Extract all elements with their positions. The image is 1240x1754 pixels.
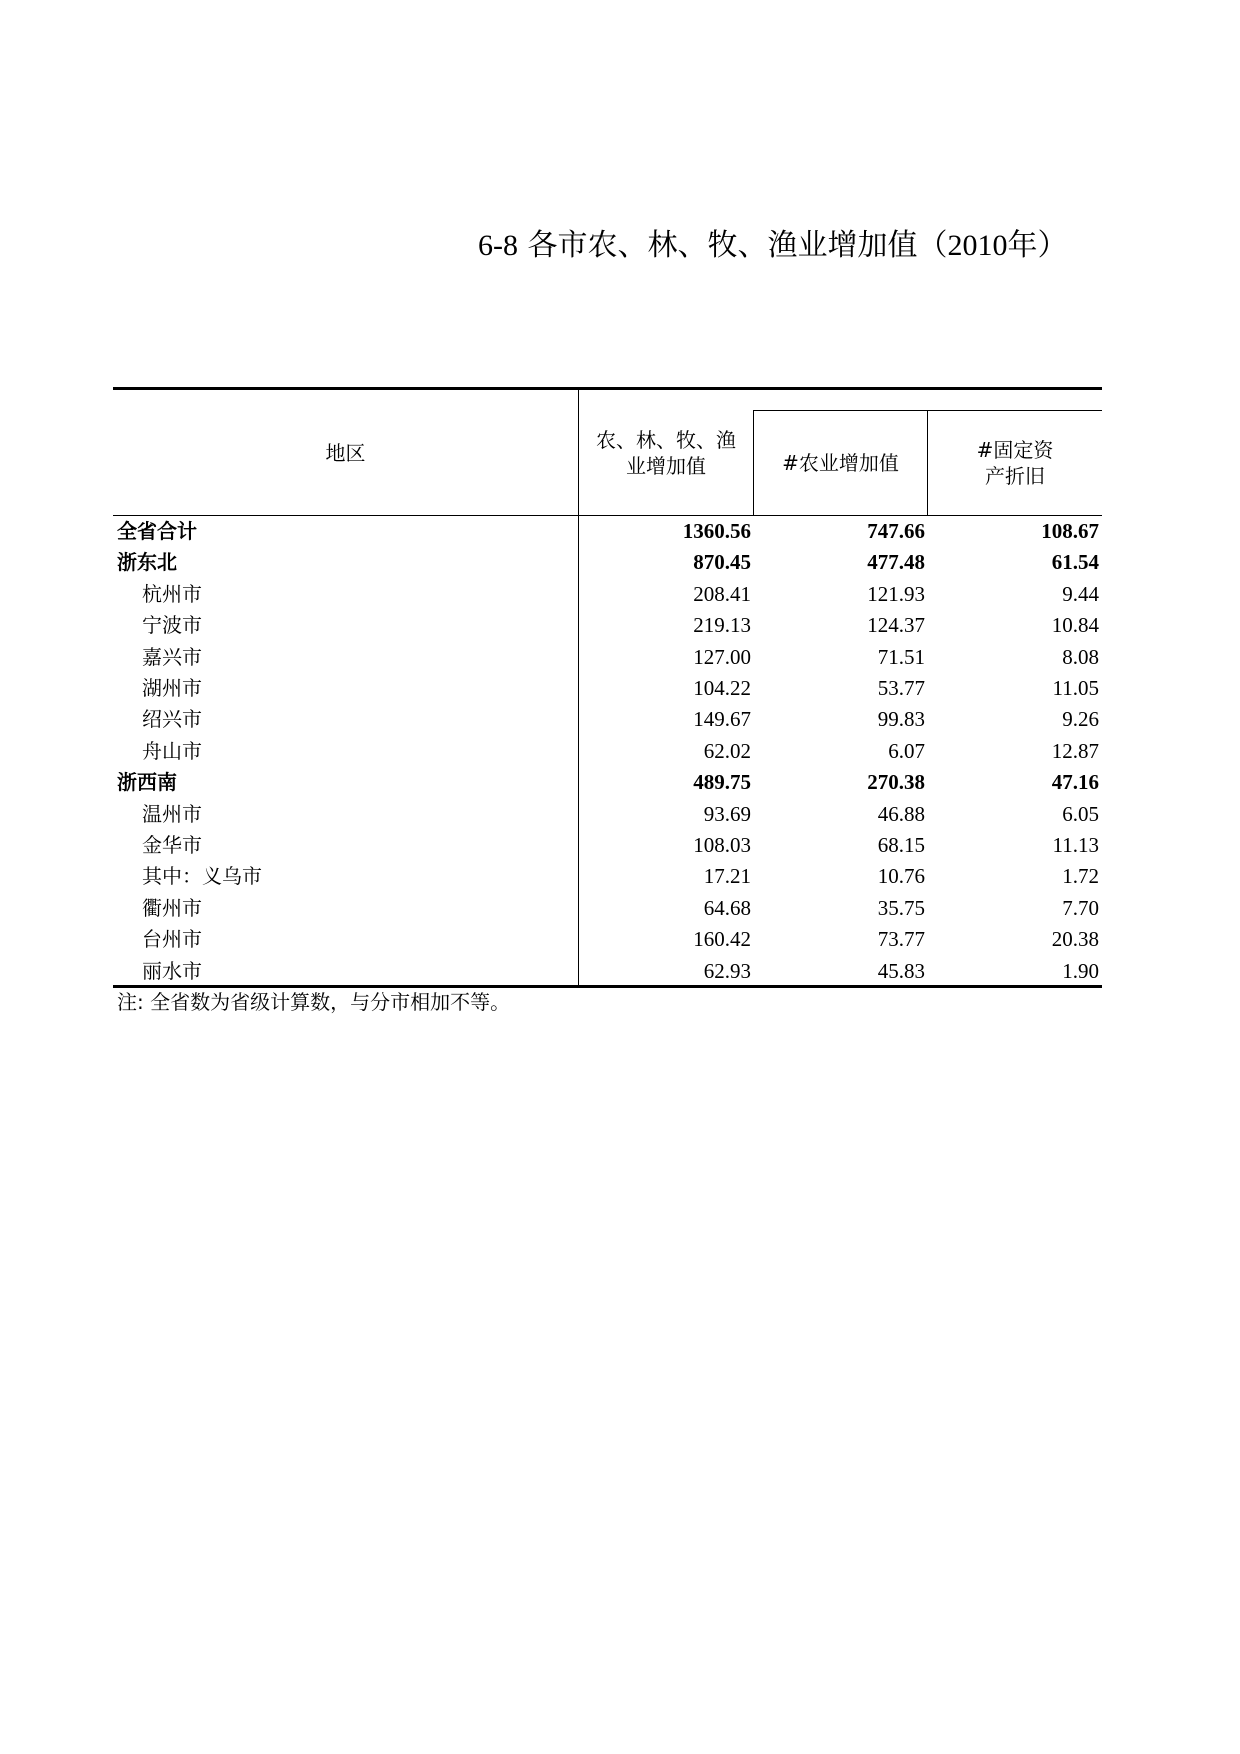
table-row bbox=[113, 736, 1102, 767]
cell-depreciation: 6.05 bbox=[1062, 801, 1099, 826]
cell-region: 浙东北 bbox=[117, 550, 177, 575]
cell-region: 台州市 bbox=[142, 927, 202, 952]
cell-region: 舟山市 bbox=[142, 738, 202, 763]
cell-agriculture: 99.83 bbox=[877, 707, 925, 732]
title-suffix: 年） bbox=[1007, 228, 1068, 263]
cell-region: 其中：义乌市 bbox=[142, 864, 262, 889]
cell-region: 温州市 bbox=[142, 801, 202, 826]
table-row bbox=[113, 956, 1102, 987]
cell-depreciation: 1.90 bbox=[1062, 958, 1099, 983]
table-row bbox=[113, 547, 1102, 578]
cell-agriculture: 68.15 bbox=[877, 833, 925, 857]
cell-total: 62.02 bbox=[703, 738, 751, 763]
cell-region: 浙西南 bbox=[117, 770, 177, 795]
cell-total: 208.41 bbox=[693, 581, 751, 606]
cell-depreciation: 1.72 bbox=[1062, 864, 1099, 889]
cell-region: 宁波市 bbox=[142, 613, 202, 638]
cell-depreciation: 47.16 bbox=[1051, 770, 1099, 795]
cell-total: 17.21 bbox=[703, 864, 751, 889]
table-note: 注: 全省数为省级计算数，与分市相加不等。 bbox=[117, 990, 511, 1014]
cell-total: 62.93 bbox=[703, 958, 751, 983]
table-row bbox=[113, 579, 1102, 610]
title-year: 2010 bbox=[947, 229, 1008, 262]
cell-depreciation: 9.44 bbox=[1062, 581, 1099, 606]
cell-depreciation: 10.84 bbox=[1051, 613, 1099, 638]
cell-agriculture: 6.07 bbox=[888, 738, 925, 763]
cell-region: 杭州市 bbox=[142, 581, 202, 606]
cell-total: 219.13 bbox=[693, 613, 751, 638]
cell-agriculture: 10.76 bbox=[877, 864, 925, 889]
cell-depreciation: 8.08 bbox=[1062, 644, 1099, 669]
table-row bbox=[113, 830, 1102, 861]
table-row bbox=[113, 516, 1102, 547]
header-total-line1: 农、林、牧、渔 bbox=[596, 427, 736, 452]
cell-agriculture: 46.88 bbox=[877, 801, 925, 826]
table-number: 6-8 bbox=[478, 229, 518, 262]
cell-depreciation: 61.54 bbox=[1051, 550, 1099, 575]
cell-depreciation: 9.26 bbox=[1062, 707, 1099, 732]
table-row bbox=[113, 893, 1102, 924]
cell-region: 衢州市 bbox=[142, 895, 202, 920]
cell-agriculture: 53.77 bbox=[877, 676, 925, 700]
cell-total: 93.69 bbox=[703, 801, 751, 826]
cell-region: 绍兴市 bbox=[142, 707, 202, 732]
header-total-line2: 业增加值 bbox=[626, 453, 706, 478]
header-depreciation-line2: 产折旧 bbox=[985, 464, 1045, 488]
cell-agriculture: 73.77 bbox=[877, 927, 925, 952]
cell-region: 全省合计 bbox=[117, 519, 197, 543]
cell-total: 1360.56 bbox=[682, 519, 751, 543]
cell-depreciation: 11.05 bbox=[1052, 676, 1099, 700]
header-total bbox=[579, 410, 753, 495]
cell-depreciation: 12.87 bbox=[1051, 738, 1099, 763]
cell-total: 489.75 bbox=[693, 770, 751, 795]
cell-agriculture: 35.75 bbox=[877, 895, 925, 920]
cell-depreciation: 108.67 bbox=[1041, 519, 1099, 543]
header-region bbox=[113, 390, 578, 515]
table-row bbox=[113, 767, 1102, 798]
cell-total: 160.42 bbox=[693, 927, 751, 952]
cell-region: 湖州市 bbox=[142, 676, 202, 700]
cell-total: 870.45 bbox=[693, 550, 751, 575]
title-text: 各市农、林、牧、渔业增加值（ bbox=[527, 228, 948, 263]
cell-total: 108.03 bbox=[693, 833, 751, 857]
cell-agriculture: 121.93 bbox=[867, 581, 925, 606]
header-region-label: 地区 bbox=[325, 440, 366, 465]
cell-depreciation: 7.70 bbox=[1062, 895, 1099, 920]
cell-region: 丽水市 bbox=[142, 958, 202, 983]
header-agriculture-label: #农业增加值 bbox=[782, 451, 899, 475]
cell-agriculture: 270.38 bbox=[867, 770, 925, 795]
cell-agriculture: 747.66 bbox=[867, 519, 925, 543]
cell-total: 149.67 bbox=[693, 707, 751, 732]
cell-depreciation: 20.38 bbox=[1051, 927, 1099, 952]
cell-agriculture: 45.83 bbox=[877, 958, 925, 983]
cell-agriculture: 124.37 bbox=[867, 613, 925, 638]
header-agriculture bbox=[754, 411, 927, 515]
cell-agriculture: 71.51 bbox=[877, 644, 925, 669]
cell-region: 金华市 bbox=[142, 833, 202, 857]
cell-total: 64.68 bbox=[703, 895, 751, 920]
cell-region: 嘉兴市 bbox=[142, 644, 202, 669]
page-title bbox=[478, 226, 1068, 266]
header-depreciation-line1: #固定资 bbox=[976, 438, 1054, 462]
table-row bbox=[113, 673, 1102, 704]
table-row bbox=[113, 704, 1102, 735]
cell-depreciation: 11.13 bbox=[1052, 833, 1099, 857]
table-row bbox=[113, 924, 1102, 955]
cell-total: 104.22 bbox=[693, 676, 751, 700]
cell-agriculture: 477.48 bbox=[867, 550, 925, 575]
table-row bbox=[113, 799, 1102, 830]
header-depreciation bbox=[928, 411, 1102, 515]
table-row bbox=[113, 642, 1102, 673]
cell-total: 127.00 bbox=[693, 644, 751, 669]
table-row bbox=[113, 861, 1102, 892]
table-row bbox=[113, 610, 1102, 641]
